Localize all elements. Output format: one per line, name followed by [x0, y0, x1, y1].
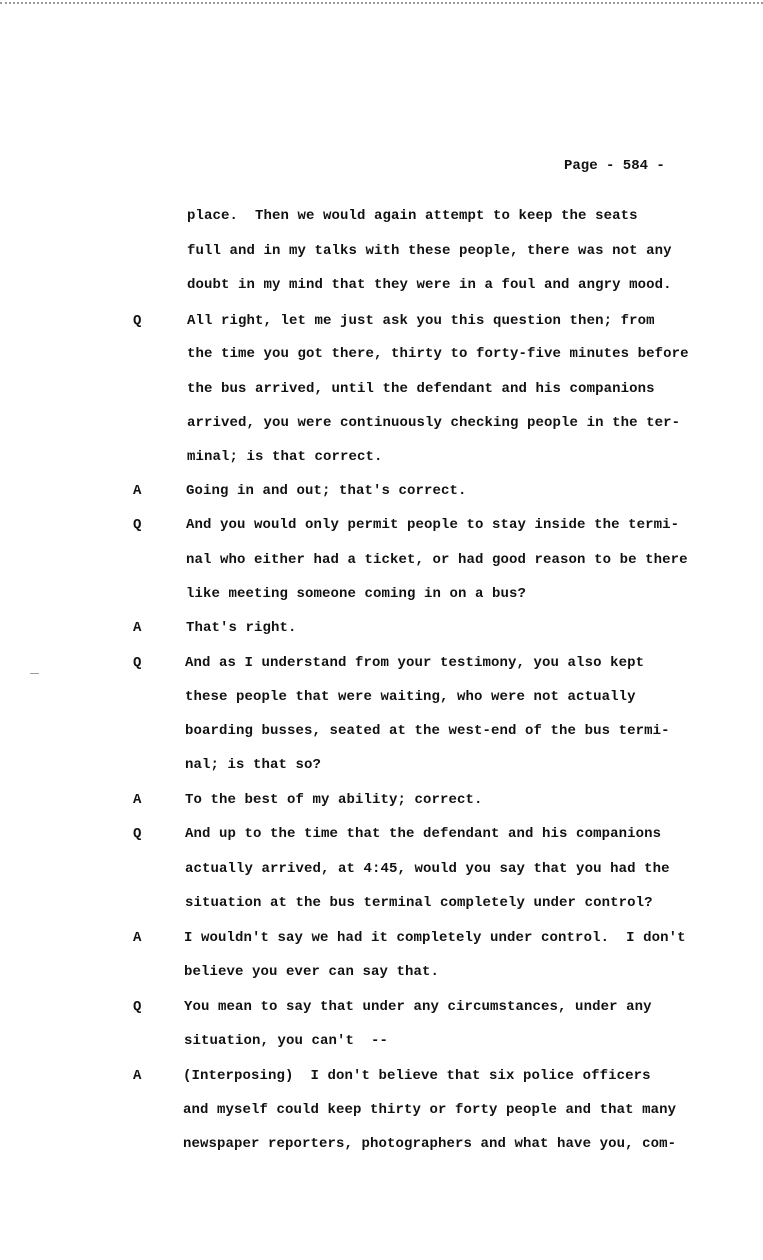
question-marker: Q [133, 826, 142, 842]
transcript-line: boarding busses, seated at the west-end of the bus termi- [185, 723, 670, 739]
transcript-line: To the best of my ability; correct. [185, 792, 483, 808]
transcript-line: And you would only permit people to stay inside the termi- [186, 517, 680, 533]
question-marker: Q [133, 999, 142, 1015]
transcript-line: All right, let me just ask you this question then; from [187, 313, 655, 329]
transcript-line: full and in my talks with these people, there was not any [187, 243, 672, 259]
transcript-line: the bus arrived, until the defendant and his companions [187, 381, 655, 397]
transcript-line: And as I understand from your testimony, you also kept [185, 655, 645, 671]
transcript-line: doubt in my mind that they were in a foul and angry mood. [187, 277, 672, 293]
transcript-line: newspaper reporters, photographers and what have you, com- [183, 1136, 677, 1152]
transcript-line: You mean to say that under any circumstances, under any [184, 999, 652, 1015]
question-marker: Q [133, 313, 142, 329]
answer-marker: A [133, 620, 142, 636]
transcript-line: these people that were waiting, who were not actually [185, 689, 636, 705]
transcript-line: believe you ever can say that. [184, 964, 440, 980]
question-marker: Q [133, 655, 142, 671]
transcript-line: minal; is that correct. [187, 449, 383, 465]
transcript-line: place. Then we would again attempt to keep the seats [187, 208, 638, 224]
transcript-line: situation at the bus terminal completely under control? [185, 895, 653, 911]
transcript-line: Going in and out; that's correct. [186, 483, 467, 499]
transcript-line: the time you got there, thirty to forty-five minutes before [187, 346, 689, 362]
answer-marker: A [133, 930, 142, 946]
transcript-line: arrived, you were continuously checking people in the ter- [187, 415, 681, 431]
answer-marker: A [133, 1068, 142, 1084]
question-marker: Q [133, 517, 142, 533]
transcript-line: nal who either had a ticket, or had good reason to be there [186, 552, 688, 568]
transcript-line: And up to the time that the defendant and his companions [185, 826, 662, 842]
transcript-line: like meeting someone coming in on a bus? [186, 586, 527, 602]
top-scan-rule [0, 2, 763, 4]
transcript-line: I wouldn't say we had it completely under control. I don't [184, 930, 686, 946]
transcript-line: (Interposing) I don't believe that six police officers [183, 1068, 651, 1084]
transcript-line: That's right. [186, 620, 297, 636]
page-number: Page - 584 - [564, 158, 665, 174]
transcript-line: and myself could keep thirty or forty people and that many [183, 1102, 677, 1118]
answer-marker: A [133, 483, 142, 499]
answer-marker: A [133, 792, 142, 808]
transcript-line: situation, you can't -- [184, 1033, 389, 1049]
transcript-line: nal; is that so? [185, 757, 322, 773]
transcript-line: actually arrived, at 4:45, would you say that you had the [185, 861, 670, 877]
margin-mark [30, 673, 39, 674]
